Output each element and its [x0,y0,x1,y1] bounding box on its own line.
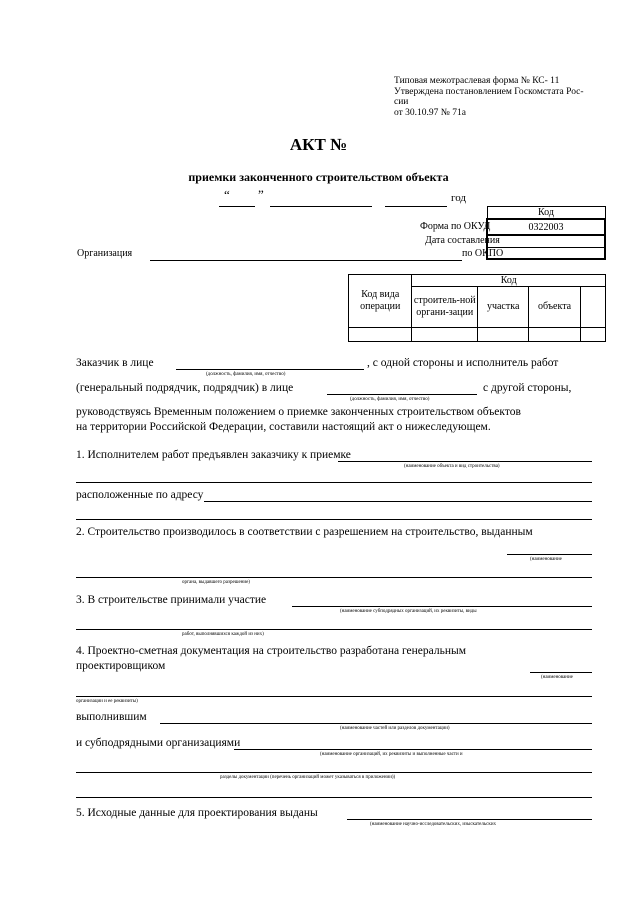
section-4-subcontract-field-2[interactable] [76,772,592,773]
section-4-designer-field-2[interactable] [76,696,592,697]
section-2-authority-field-2[interactable] [76,577,592,578]
op-extra-header [580,287,605,328]
section-4-hint-2: организации и ее реквизиты) [76,699,138,704]
contractor-label: (генеральный подрядчик, подрядчик) в лице [76,382,294,394]
section-1-object-field-2[interactable] [76,482,592,483]
section-5-hint: (наименование научно-исследовательских, изыскательских [370,822,496,827]
op-org-cell[interactable] [412,327,478,341]
guided-line-1: руководствуясь Временным положением о приемке законченных строительством объектов [76,406,521,418]
form-header-line: Утверждена постановлением Госкомстата Рос- [394,86,584,97]
section-1-address-field-2[interactable] [76,519,592,520]
date-compiled-label: Дата составления [425,235,500,246]
op-type-cell[interactable] [349,327,412,341]
section-2-hint-1: (наименование [530,557,562,562]
section-3-hint-1: (наименование субподрядных организаций, их реквизиты, виды [340,609,477,614]
op-extra-cell[interactable] [580,327,605,341]
date-close-quote: ” [258,187,264,202]
date-month-field[interactable] [270,206,372,207]
section-1-hint: (наименование объекта и вид строительства) [404,464,500,469]
op-site-header: участка [477,287,528,328]
operation-codes-table [348,274,606,342]
customer-representative-field[interactable] [176,369,364,370]
section-4-hint-3: (наименование частей или разделов документации) [340,726,450,731]
section-4-subcontract-field[interactable] [234,749,592,750]
section-2-authority-field[interactable] [507,554,592,555]
section-4-parts-field[interactable] [160,723,592,724]
customer-side-text: , с одной стороны и исполнитель работ [367,357,559,369]
section-2-text: 2. Строительство производилось в соответствии с разрешением на строительство, выданным [76,526,533,538]
year-label: год [451,192,467,204]
contractor-representative-field[interactable] [327,394,477,395]
op-site-cell[interactable] [477,327,528,341]
customer-hint: (должность, фамилия, имя, отчество) [206,372,286,377]
form-header-line: сии [394,97,409,107]
section-3-hint-2: работ, выполнявшихся каждой из них) [182,632,264,637]
section-4-line-2: проектировщиком [76,660,166,672]
section-3-text: 3. В строительстве принимали участие [76,594,267,606]
section-4-hint-1: (наименование [541,675,573,680]
section-1-object-field[interactable] [338,461,592,462]
contractor-hint: (должность, фамилия, имя, отчество) [350,397,430,402]
section-4-performed-label: выполнившим [76,711,147,723]
date-year-field[interactable] [385,206,447,207]
document-title: АКТ № [289,135,348,154]
form-header-line: Типовая межотраслевая форма № КС- 11 [394,76,560,86]
op-object-cell[interactable] [529,327,580,341]
customer-label: Заказчик в лице [76,357,154,369]
organization-label: Организация [77,248,133,259]
section-3-participants-field[interactable] [292,606,592,607]
date-day-field[interactable] [219,206,255,207]
guided-line-2: на территории Российской Федерации, составили настоящий акт о нижеследующем. [76,421,491,433]
section-4-line-1: 4. Проектно-сметная документация на строительство разработана генеральным [76,645,466,657]
section-1-address-label: расположенные по адресу [76,489,204,501]
form-header-line: от 30.10.97 № 71а [394,107,466,118]
organization-field[interactable] [150,260,462,261]
section-4-subcontract-label: и субподрядными организациями [76,737,241,749]
section-1-address-field[interactable] [204,501,592,502]
op-object-header: объекта [529,287,580,328]
date-compiled-cell[interactable] [487,235,605,247]
section-4-designer-field[interactable] [530,672,592,673]
date-open-quote: “ [224,187,230,202]
section-2-hint-2: органа, выдавшего разрешение) [182,580,250,585]
op-type-header: Код вида операции [349,275,412,328]
section-3-participants-field-2[interactable] [76,629,592,630]
okpo-label: по ОКПО [462,248,504,259]
section-5-text: 5. Исходные данные для проектирования выданы [76,807,318,819]
code-box-header: Код [487,207,605,220]
op-code-group-header: Код [412,275,606,287]
document-subtitle: приемки законченного строительством объекта [188,170,449,184]
section-5-source-field[interactable] [347,819,592,820]
op-org-header: строитель-ной органи-зации [412,287,478,328]
okpo-cell[interactable] [487,247,605,259]
section-4-subcontract-field-3[interactable] [76,797,592,798]
okud-label: Форма по ОКУД [420,221,491,232]
okud-value: 0322003 [487,219,605,235]
section-4-hint-4: (наименование организаций, их реквизиты и выполненные части и [320,752,463,757]
code-box [486,206,606,260]
form-header-note [394,76,599,118]
section-1-text: 1. Исполнителем работ предъявлен заказчику к приемке [76,449,351,461]
contractor-side-text: с другой стороны, [483,382,572,394]
section-4-hint-5: разделы документации (перечень организаций может указываться в приложении)) [220,775,396,780]
